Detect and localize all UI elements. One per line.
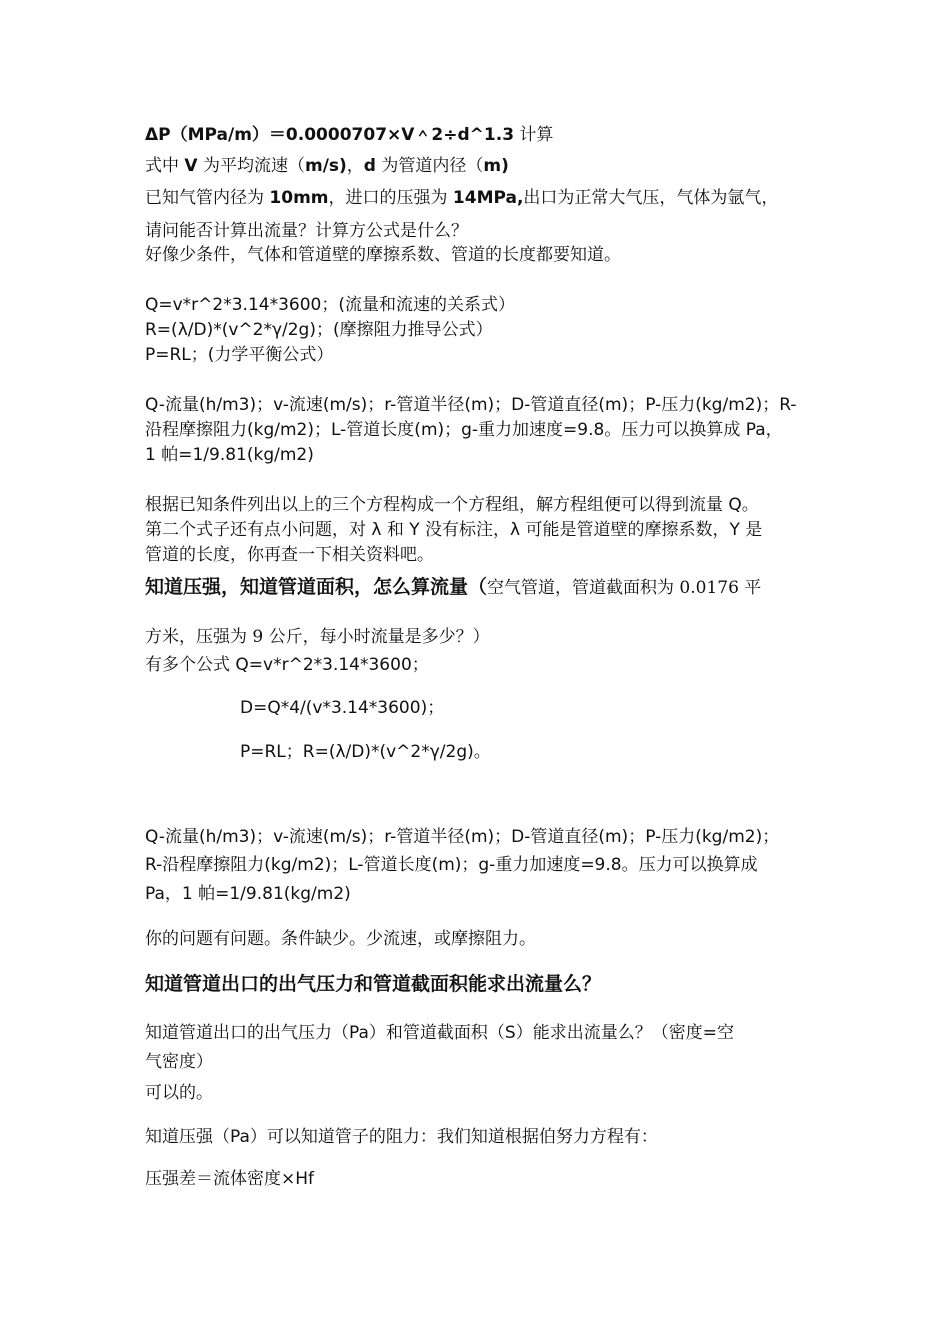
question-3-line-1: 知道管道出口的出气压力（Pa）和管道截面积（S）能求出流量么？（密度=空 (145, 1023, 734, 1043)
formula-variables-line (145, 155, 509, 177)
equation-friction: R=(λ/D)*(v^2*γ/2g)；(摩擦阻力推导公式） (145, 320, 493, 340)
formula-resistance: P=RL；R=(λ/D)*(v^2*γ/2g)。 (240, 742, 491, 762)
section-2-heading-tail: 空气管道，管道截面积为 0.0176 平 (487, 578, 762, 598)
formula-diameter: D=Q*4/(v*3.14*3600)； (240, 698, 445, 718)
pressure-drop-formula: ΔP（MPa/m）＝0.0000707×V＾2÷d^1.3 (145, 125, 515, 145)
question-line-1 (145, 187, 778, 209)
answer-line: 好像少条件，气体和管道壁的摩擦系数、管道的长度都要知道。 (145, 245, 621, 265)
equation-flow: Q=v*r^2*3.14*3600；(流量和流速的关系式） (145, 295, 515, 315)
question-3-line-2: 气密度） (145, 1052, 213, 1072)
unit-m: m) (483, 156, 509, 176)
explanation-line-3: 管道的长度，你再查一下相关资料吧。 (145, 545, 434, 565)
formula-intro: 有多个公式 Q=v*r^2*3.14*3600； (145, 655, 429, 675)
variable-v: V (184, 156, 198, 176)
explanation-line-2: 第二个式子还有点小问题，对 λ 和 Y 没有标注，λ 可能是管道壁的摩擦系数，Y 是 (145, 520, 763, 540)
equation-balance: P=RL；(力学平衡公式） (145, 345, 334, 365)
variable-legend-2: 沿程摩擦阻力(kg/m2)；L-管道长度(m)；g-重力加速度=9.8。压力可以换算成 Pa， (145, 420, 783, 440)
pressure-diff-line: 压强差＝流体密度×Hf (145, 1169, 315, 1189)
explanation-line-1: 根据已知条件列出以上的三个方程构成一个方程组，解方程组便可以得到流量 Q。 (145, 495, 759, 515)
text-span: 为管道内径（ (375, 156, 484, 176)
section-3-heading: 知道管道出口的出气压力和管道截面积能求出流量么？ (145, 973, 602, 995)
question-line-2: 请问能否计算出流量？计算方公式是什么？ (145, 221, 468, 241)
pressure-value: 14MPa, (452, 188, 524, 208)
text-span: ， (346, 156, 364, 176)
variable-legend-b-1: Q-流量(h/m3)；v-流速(m/s)；r-管道半径(m)；D-管道直径(m)；P-压力(kg/m2)； (145, 827, 780, 847)
text-span: ，进口的压强为 (328, 188, 453, 208)
formula-line (145, 124, 553, 146)
section-2-title-line (145, 576, 761, 599)
variable-d: d (363, 156, 376, 176)
unit-ms: m/s) (304, 156, 347, 176)
variable-legend-3: 1 帕=1/9.81(kg/m2) (145, 445, 314, 465)
variable-legend-b-3: Pa，1 帕=1/9.81(kg/m2) (145, 884, 351, 904)
text-span: 为平均流速（ (197, 156, 305, 176)
diameter-value: 10mm (269, 188, 329, 208)
section-2-heading: 知道压强，知道管道面积，怎么算流量（ (145, 576, 488, 598)
conclusion-line: 你的问题有问题。条件缺少。少流速，或摩擦阻力。 (145, 929, 536, 949)
text-span: 已知气管内径为 (145, 188, 270, 208)
answer-3-line: 可以的。 (145, 1083, 213, 1103)
text-span: 出口为正常大气压，气体为氩气， (523, 188, 779, 208)
formula-suffix: 计算 (514, 125, 554, 145)
bernoulli-line: 知道压强（Pa）可以知道管子的阻力：我们知道根据伯努力方程有： (145, 1127, 658, 1147)
variable-legend-1: Q-流量(h/m3)；v-流速(m/s)；r-管道半径(m)；D-管道直径(m)；P-压力(kg/m2)；R- (145, 395, 797, 415)
section-2-title-line-2: 方米，压强为 9 公斤，每小时流量是多少？） (145, 627, 490, 647)
text-span: 式中 (145, 156, 185, 176)
variable-legend-b-2: R-沿程摩擦阻力(kg/m2)；L-管道长度(m)；g-重力加速度=9.8。压力可以换算成 (145, 855, 758, 875)
